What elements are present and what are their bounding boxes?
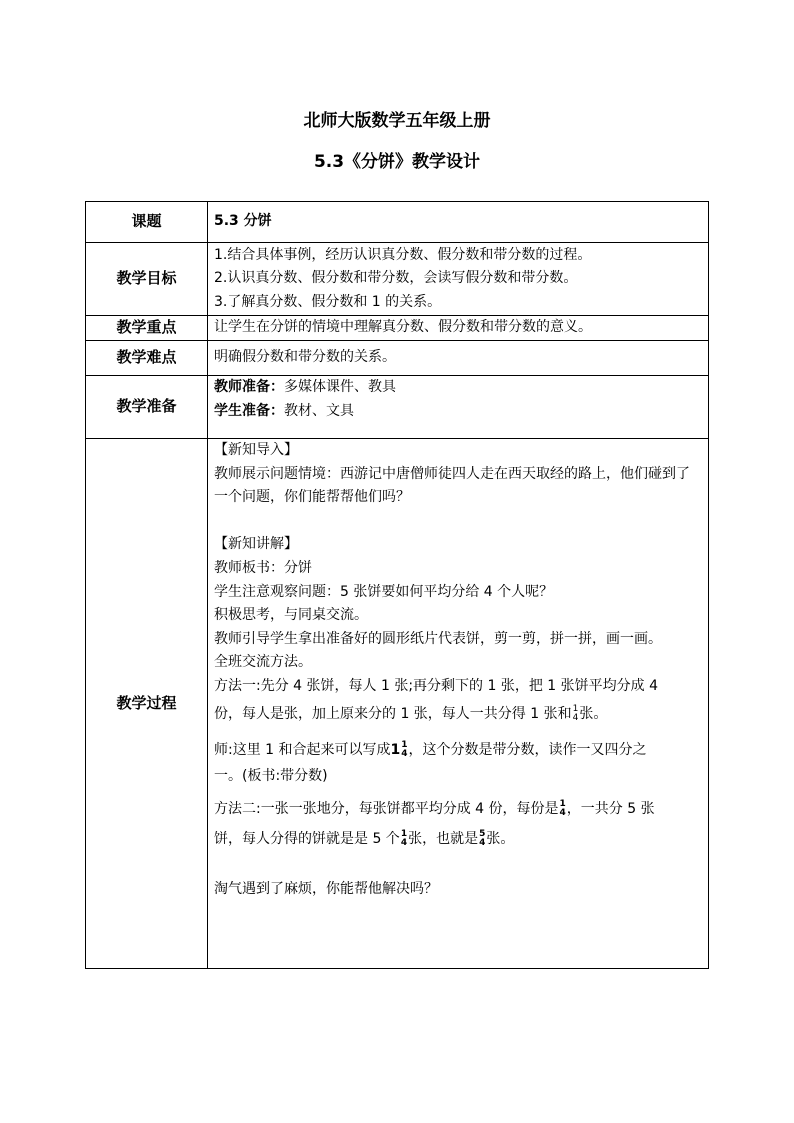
method-one-text: 张。 [579, 705, 608, 722]
key-point-label: 教学重点 [86, 316, 208, 341]
method-two-text: 方法二:一张一张地分，每张饼都平均分成 4 份，每份是 [214, 801, 559, 818]
spacer [214, 854, 703, 878]
preparation-label: 教学准备 [86, 376, 208, 439]
fraction-denominator: 4 [400, 838, 408, 849]
row-key-point [86, 316, 709, 341]
method-two-text: 张，也就是 [408, 831, 479, 848]
student-prep-label: 学生准备： [214, 402, 284, 419]
row-difficulty [86, 341, 709, 376]
method-one-line [214, 699, 703, 729]
goals-label: 教学目标 [86, 243, 208, 316]
goal-item: 2.认识真分数、假分数和带分数，会读写假分数和带分数。 [214, 270, 578, 287]
row-process [86, 439, 709, 969]
process-paragraph: 教师板书：分饼 [214, 559, 312, 576]
preparation-cell [208, 376, 709, 439]
intro-heading: 【新知导入】 [214, 442, 298, 458]
process-paragraph: 积极思考，与同桌交流。 [214, 607, 368, 624]
teacher-line: 一。(板书:带分数) [214, 767, 328, 784]
row-preparation [86, 376, 709, 439]
process-cell [208, 439, 709, 969]
fraction-numerator: 5 [479, 829, 486, 840]
mixed-number-whole: 1 [390, 741, 401, 758]
fraction-denominator: 4 [572, 712, 579, 723]
fraction-numerator: 1 [401, 739, 408, 750]
spacer [214, 510, 703, 534]
student-prep-value: 教材、文具 [284, 402, 354, 419]
fraction-one-quarter [573, 705, 579, 723]
fraction-numerator: 1 [559, 799, 566, 810]
lesson-plan-table [85, 201, 709, 969]
teacher-prep-label: 教师准备： [214, 379, 284, 395]
fraction-one-quarter [401, 830, 407, 848]
fraction-denominator: 4 [401, 748, 408, 759]
document-subtitle: 5.3《分饼》教学设计 [313, 152, 481, 172]
teacher-prep-value: 多媒体课件、教具 [284, 379, 396, 395]
process-paragraph: 学生注意观察问题：5 张饼要如何平均分给 4 个人呢？ [214, 583, 554, 600]
method-one-line: 方法一:先分 4 张饼，每人 1 张;再分剩下的 1 张，把 1 张饼平均分成 4 [214, 677, 659, 694]
fraction-one-quarter [560, 800, 566, 818]
intro-text: 教师展示问题情境：西游记中唐僧师徒四人走在西天取经的路上，他们碰到了一个问题，你们能帮帮他们吗？ [214, 465, 690, 506]
topic-value-text: 5.3 分饼 [214, 213, 272, 230]
goals-cell [208, 243, 709, 316]
goal-item: 1.结合具体事例，经历认识真分数、假分数和带分数的过程。 [214, 246, 592, 263]
teacher-line-text: ，这个分数是带分数，读作一又四分之 [408, 741, 647, 758]
process-paragraph: 全班交流方法。 [214, 654, 312, 671]
fraction-one-quarter [401, 741, 407, 759]
goal-item: 3.了解真分数、假分数和 1 的关系。 [214, 293, 442, 310]
fraction-five-quarters [479, 830, 485, 848]
row-topic [86, 202, 709, 243]
teacher-line-text: 师:这里 1 和合起来可以写成 [214, 741, 391, 758]
teacher-line [214, 735, 703, 765]
difficulty-value: 明确假分数和带分数的关系。 [208, 341, 709, 376]
topic-label: 课题 [86, 202, 208, 243]
method-one-text: 份，每人是张，加上原来分的 1 张，每人一共分得 1 张和 [214, 705, 572, 722]
method-two-line [214, 824, 703, 854]
explain-heading: 【新知讲解】 [214, 536, 298, 553]
difficulty-label: 教学难点 [86, 341, 208, 376]
method-two-text: 张。 [486, 831, 515, 848]
method-two-line [214, 794, 703, 824]
fraction-denominator: 4 [479, 838, 486, 849]
row-goals [86, 243, 709, 316]
fraction-denominator: 4 [559, 808, 566, 819]
process-label: 教学过程 [86, 439, 208, 969]
teacher-prep [214, 376, 703, 400]
student-prep [214, 400, 703, 424]
fraction-numerator: 1 [572, 703, 579, 714]
method-two-text: ，一共分 5 张 [566, 801, 655, 818]
closing-question: 淘气遇到了麻烦，你能帮他解决吗？ [214, 880, 438, 897]
method-two-text: 饼，每人分得的饼就是是 5 个 [214, 831, 400, 848]
document-title: 北师大版数学五年级上册 [303, 111, 491, 131]
topic-value [208, 202, 709, 243]
key-point-value: 让学生在分饼的情境中理解真分数、假分数和带分数的意义。 [208, 316, 709, 341]
fraction-numerator: 1 [400, 829, 408, 840]
process-paragraph: 教师引导学生拿出准备好的圆形纸片代表饼，剪一剪，拼一拼，画一画。 [214, 630, 662, 647]
